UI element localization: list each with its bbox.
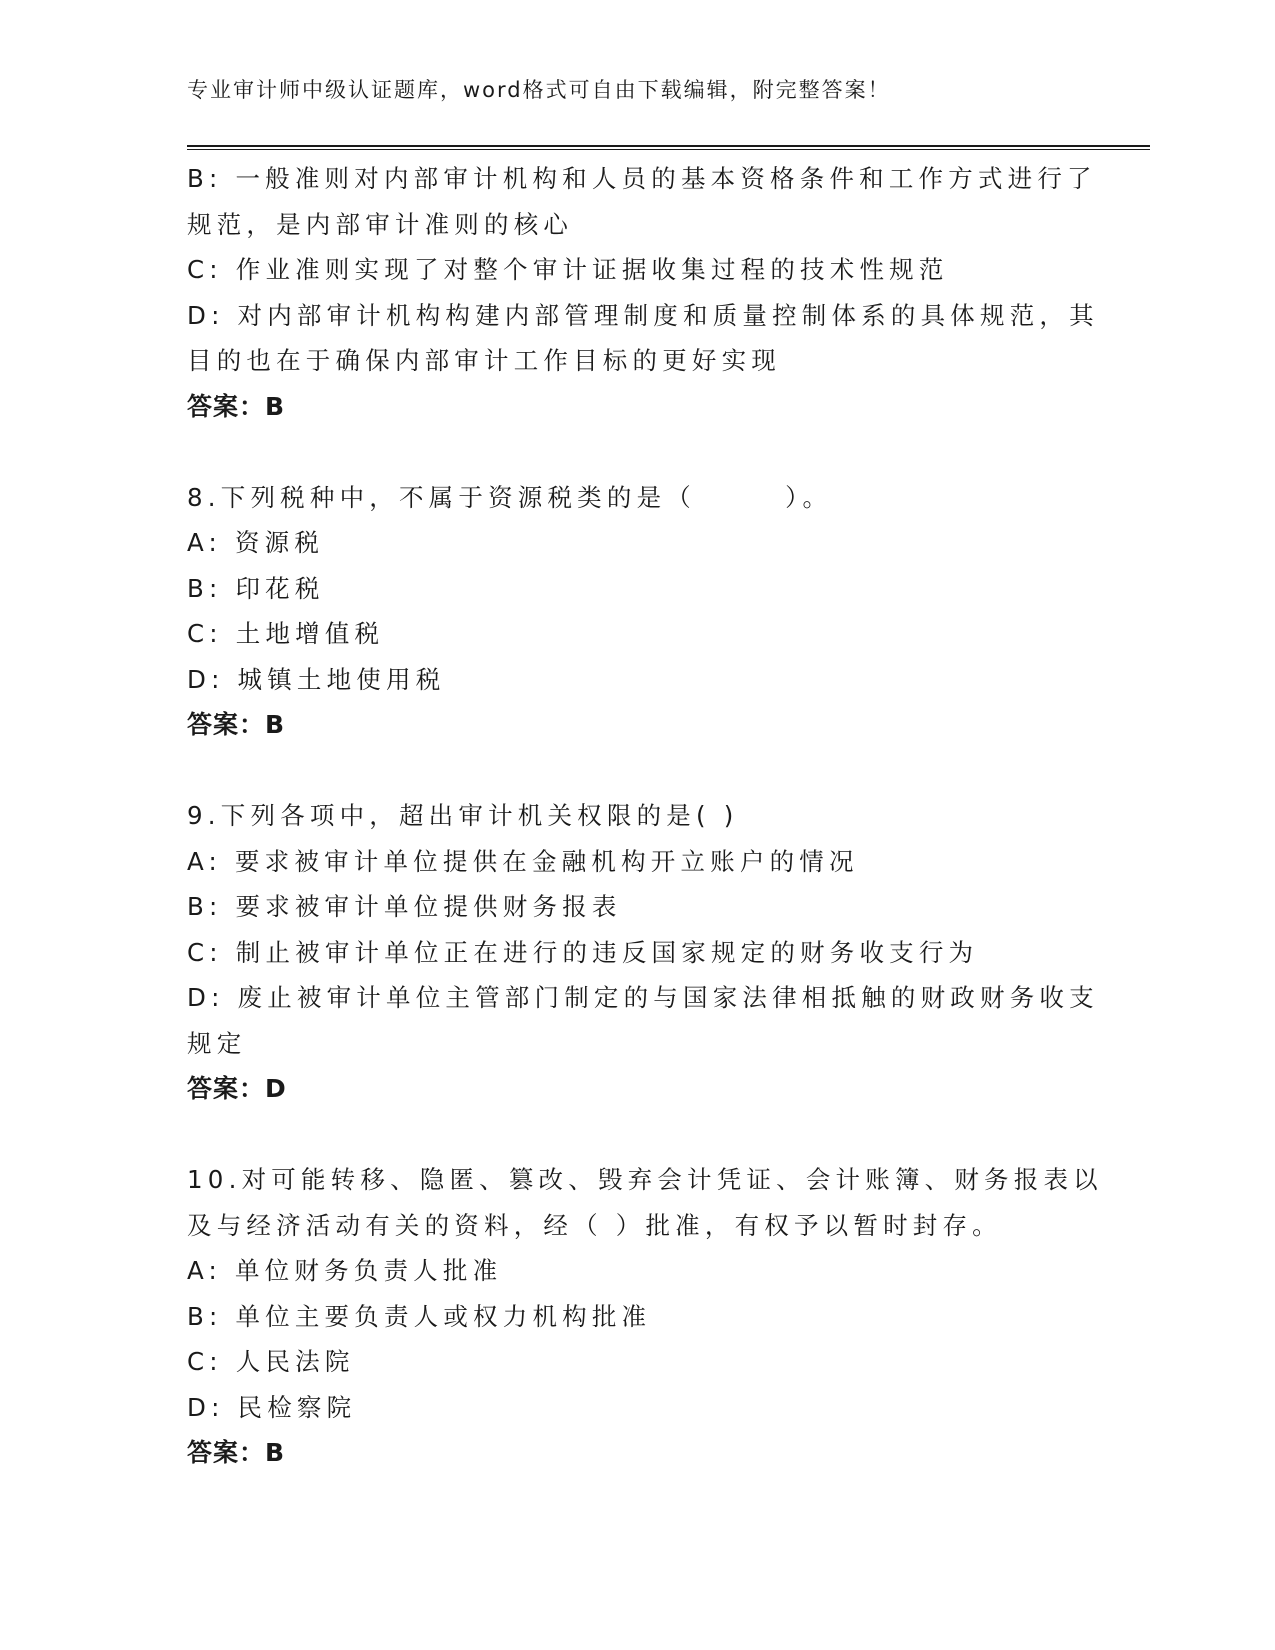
question-content <box>187 156 1103 1476</box>
question-stem: 8.下列税种中，不属于资源税类的是（ ）。 <box>187 482 833 512</box>
answer-line: 答案：D <box>187 1074 287 1103</box>
question-block <box>187 793 1099 1112</box>
option-line: A: 单位财务负责人批准 <box>187 1256 503 1285</box>
option-line: D: 废止被审计单位主管部门制定的与国家法律相抵触的财政财务收支 <box>187 983 1099 1012</box>
option-line: D: 城镇土地使用税 <box>187 664 446 694</box>
question-block <box>187 475 1087 748</box>
option-line: C: 制止被审计单位正在进行的违反国家规定的财务收支行为 <box>187 937 979 967</box>
option-line: 规定 <box>187 1028 247 1058</box>
question-stem: 及与经济活动有关的资料，经（ ）批准，有权予以暂时封存。 <box>187 1210 1002 1240</box>
answer-line: 答案：B <box>187 710 286 739</box>
option-line: C: 作业准则实现了对整个审计证据收集过程的技术性规范 <box>187 255 949 284</box>
option-line: B: 印花税 <box>187 573 325 603</box>
question-stem: 10.对可能转移、隐匿、篡改、毁弃会计凭证、会计账簿、财务报表以 <box>187 1165 1103 1194</box>
option-line: D: 民检察院 <box>187 1392 357 1422</box>
option-line: C: 土地增值税 <box>187 619 385 648</box>
option-line: C: 人民法院 <box>187 1347 355 1376</box>
option-line: B: 单位主要负责人或权力机构批准 <box>187 1301 652 1331</box>
question-block <box>187 156 1099 429</box>
answer-line: 答案：B <box>187 1438 286 1467</box>
question-stem: 9.下列各项中，超出审计机关权限的是( ) <box>187 801 739 830</box>
option-line: D: 对内部审计机构构建内部管理制度和质量控制体系的具体规范，其 <box>187 300 1099 330</box>
option-line: A: 资源税 <box>187 528 325 557</box>
option-line: 目的也在于确保内部审计工作目标的更好实现 <box>187 346 781 375</box>
option-line: A: 要求被审计单位提供在金融机构开立账户的情况 <box>187 846 859 876</box>
option-line: B: 一般准则对内部审计机构和人员的基本资格条件和工作方式进行了 <box>187 164 1097 193</box>
page-header: 专业审计师中级认证题库，word格式可自由下载编辑，附完整答案！ <box>187 78 891 102</box>
option-line: B: 要求被审计单位提供财务报表 <box>187 892 622 921</box>
option-line: 规范，是内部审计准则的核心 <box>187 209 574 239</box>
answer-line: 答案：B <box>187 391 286 421</box>
question-block <box>187 1157 1103 1476</box>
header-divider <box>187 145 1150 150</box>
